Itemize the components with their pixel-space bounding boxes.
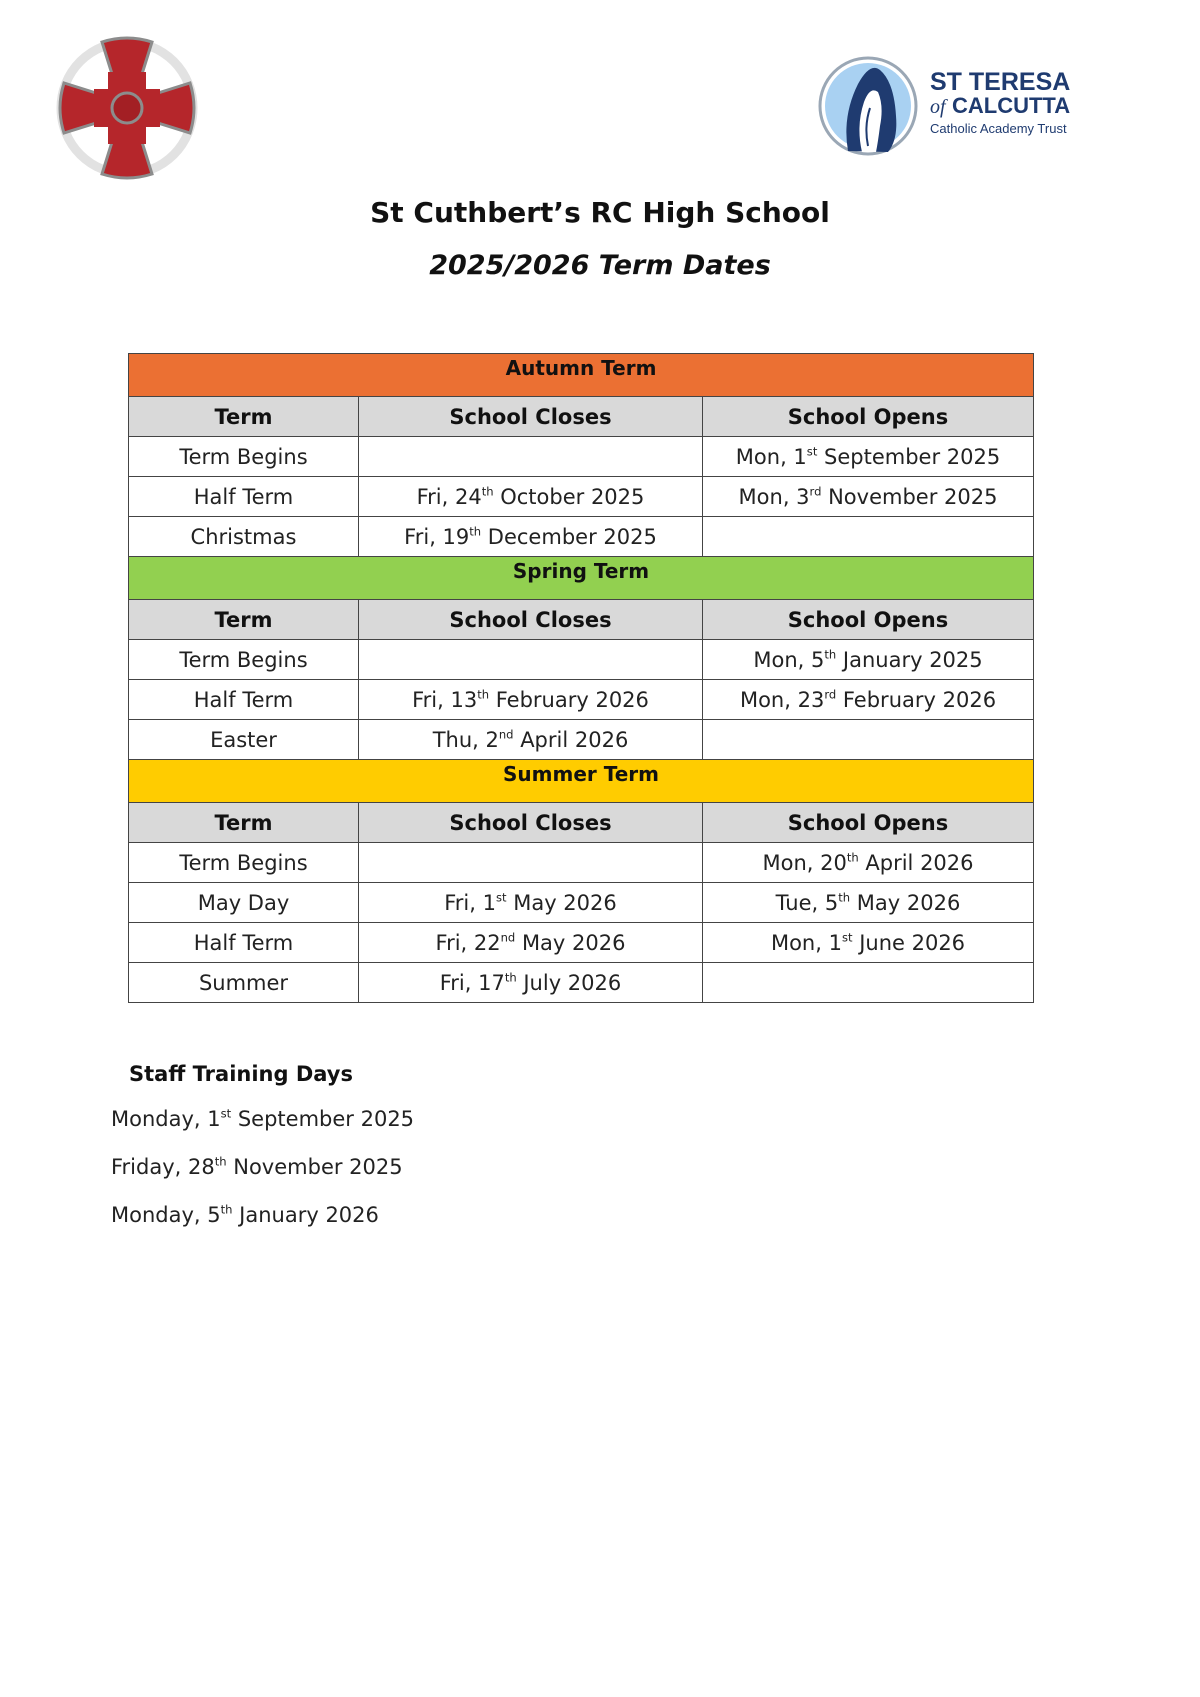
school-opens-cell: [703, 883, 1034, 923]
table-row: [129, 883, 1034, 923]
date-text-rest: February 2026: [836, 687, 997, 712]
date-text-rest: November 2025: [821, 484, 998, 509]
date-ordinal: th: [220, 1202, 233, 1217]
term-cell: May Day: [129, 883, 359, 923]
school-closes-cell: [359, 517, 703, 557]
date-text-rest: January 2026: [232, 1203, 379, 1227]
term-cell: Half Term: [129, 477, 359, 517]
date-text-rest: May 2026: [506, 890, 617, 915]
date-text: Mon, 3: [738, 484, 810, 509]
date-text: Tue, 5: [775, 890, 839, 915]
school-opens-cell: [703, 963, 1034, 1003]
date-text-rest: February 2026: [489, 687, 649, 712]
school-opens-cell: [703, 923, 1034, 963]
date-text-rest: April 2026: [858, 850, 974, 875]
date-text-rest: May 2026: [515, 930, 626, 955]
date-ordinal: th: [481, 483, 494, 498]
term-cell: Summer: [129, 963, 359, 1003]
date-ordinal: th: [214, 1154, 227, 1169]
school-closes-cell: [359, 437, 703, 477]
column-header: School Opens: [703, 600, 1034, 640]
section-header-row: [129, 760, 1034, 803]
trust-logo-line1: ST TERESA: [930, 68, 1071, 96]
column-header: School Closes: [359, 600, 703, 640]
school-closes-cell: [359, 720, 703, 760]
column-header: School Opens: [703, 397, 1034, 437]
school-opens-cell: [703, 843, 1034, 883]
date-text: Fri, 13: [412, 687, 478, 712]
date-ordinal: th: [838, 889, 851, 904]
date-text: Mon, 5: [753, 647, 825, 672]
school-closes-cell: [359, 843, 703, 883]
date-ordinal: rd: [809, 483, 822, 498]
column-header-row: [129, 600, 1034, 640]
school-opens-cell: [703, 720, 1034, 760]
date-text-rest: April 2026: [513, 727, 629, 752]
school-closes-cell: [359, 477, 703, 517]
term-cell: Christmas: [129, 517, 359, 557]
column-header-row: [129, 397, 1034, 437]
column-header: Term: [129, 803, 359, 843]
school-opens-cell: [703, 437, 1034, 477]
school-closes-cell: [359, 640, 703, 680]
school-closes-cell: [359, 680, 703, 720]
date-ordinal: st: [220, 1106, 232, 1121]
date-ordinal: th: [469, 523, 482, 538]
date-text-rest: July 2026: [516, 970, 622, 995]
section-title: Summer Term: [129, 760, 1034, 803]
date-ordinal: st: [495, 889, 507, 904]
page-subtitle: 2025/2026 Term Dates: [429, 250, 771, 281]
date-text-rest: October 2025: [493, 484, 645, 509]
school-opens-cell: [703, 680, 1034, 720]
term-cell: Half Term: [129, 680, 359, 720]
date-text: Mon, 1: [735, 444, 807, 469]
term-cell: Term Begins: [129, 437, 359, 477]
date-text-rest: December 2025: [481, 524, 657, 549]
school-closes-cell: [359, 883, 703, 923]
school-crest-logo: [52, 30, 202, 190]
school-opens-cell: [703, 640, 1034, 680]
date-ordinal: st: [841, 929, 853, 944]
term-cell: Half Term: [129, 923, 359, 963]
date-text: Friday, 28: [111, 1155, 215, 1179]
table-row: [129, 437, 1034, 477]
term-cell: Term Begins: [129, 843, 359, 883]
table-row: [129, 843, 1034, 883]
column-header: Term: [129, 397, 359, 437]
date-ordinal: th: [477, 686, 490, 701]
table-row: [129, 640, 1034, 680]
school-opens-cell: [703, 477, 1034, 517]
date-ordinal: nd: [500, 929, 516, 944]
date-ordinal: nd: [498, 726, 514, 741]
staff-training-day: [111, 1107, 414, 1131]
date-ordinal: st: [806, 443, 818, 458]
date-text-rest: November 2025: [226, 1155, 403, 1179]
date-ordinal: th: [504, 969, 517, 984]
date-text-rest: September 2025: [817, 444, 1001, 469]
trust-logo-of: of: [930, 96, 946, 118]
school-closes-cell: [359, 963, 703, 1003]
date-text-rest: September 2025: [231, 1107, 415, 1131]
table-row: [129, 477, 1034, 517]
date-text: Mon, 1: [770, 930, 842, 955]
section-header-row: [129, 557, 1034, 600]
column-header: Term: [129, 600, 359, 640]
page-title: St Cuthbert’s RC High School: [370, 196, 830, 229]
table-row: [129, 963, 1034, 1003]
table-row: [129, 680, 1034, 720]
column-header: School Closes: [359, 397, 703, 437]
trust-logo: [818, 56, 1088, 162]
date-text: Thu, 2: [432, 727, 499, 752]
table-row: [129, 517, 1034, 557]
date-ordinal: rd: [824, 686, 837, 701]
trust-logo-line3: Catholic Academy Trust: [930, 121, 1067, 136]
date-text-rest: June 2026: [852, 930, 966, 955]
date-text: Fri, 19: [404, 524, 470, 549]
section-title: Spring Term: [129, 557, 1034, 600]
date-text-rest: May 2026: [850, 890, 961, 915]
staff-training-day: [111, 1203, 379, 1227]
date-text: Fri, 17: [439, 970, 505, 995]
date-ordinal: th: [824, 646, 837, 661]
staff-training-day: [111, 1155, 403, 1179]
date-text: Mon, 23: [739, 687, 825, 712]
column-header: School Closes: [359, 803, 703, 843]
school-closes-cell: [359, 923, 703, 963]
trust-logo-line2: CALCUTTA: [952, 93, 1071, 118]
column-header-row: [129, 803, 1034, 843]
table-row: [129, 923, 1034, 963]
date-text-rest: January 2025: [836, 647, 983, 672]
section-header-row: [129, 354, 1034, 397]
date-ordinal: th: [846, 849, 859, 864]
term-cell: Easter: [129, 720, 359, 760]
school-opens-cell: [703, 517, 1034, 557]
term-dates-table: [128, 353, 1034, 1003]
staff-training-heading: Staff Training Days: [129, 1062, 353, 1086]
date-text: Monday, 5: [111, 1203, 221, 1227]
term-cell: Term Begins: [129, 640, 359, 680]
date-text: Mon, 20: [762, 850, 847, 875]
column-header: School Opens: [703, 803, 1034, 843]
date-text: Fri, 24: [416, 484, 482, 509]
date-text: Monday, 1: [111, 1107, 221, 1131]
table-row: [129, 720, 1034, 760]
date-text: Fri, 1: [444, 890, 496, 915]
section-title: Autumn Term: [129, 354, 1034, 397]
date-text: Fri, 22: [435, 930, 501, 955]
